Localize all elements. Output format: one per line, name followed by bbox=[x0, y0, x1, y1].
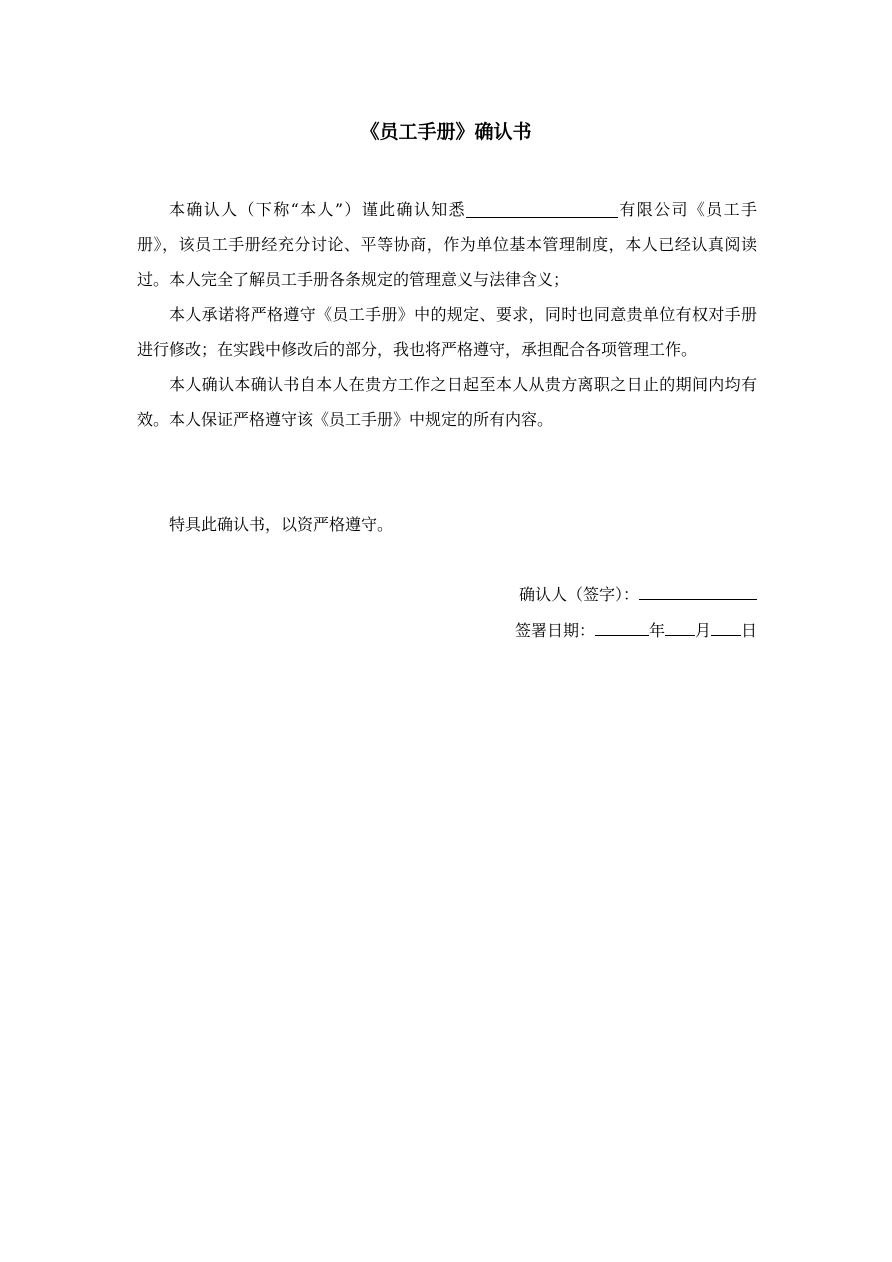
paragraph-acknowledgement-rest: 有限公司《员工手册》，该员工手册经充分讨论、平等协商，作为单位基本管理制度，本人已经认真阅读过。本人完全了解员工手册各条规定的管理意义与法律含义； bbox=[137, 200, 757, 289]
signer-row bbox=[519, 581, 757, 607]
closing-statement: 特具此确认书，以资严格遵守。 bbox=[169, 515, 394, 534]
year-blank[interactable] bbox=[595, 617, 649, 636]
company-name-blank[interactable] bbox=[466, 199, 618, 218]
day-blank[interactable] bbox=[711, 617, 741, 636]
paragraph-acknowledgement-lead: 本确认人（下称“本人”）谨此确认知悉 bbox=[169, 200, 467, 219]
signer-label: 确认人（签字）： bbox=[518, 585, 639, 604]
date-label: 签署日期： bbox=[514, 621, 595, 640]
month-label: 月 bbox=[694, 621, 711, 640]
day-label: 日 bbox=[740, 621, 757, 640]
month-blank[interactable] bbox=[665, 617, 695, 636]
document-title: 《员工手册》确认书 bbox=[360, 121, 532, 143]
paragraph-acknowledgement bbox=[137, 192, 757, 297]
signer-signature-blank[interactable] bbox=[639, 581, 757, 600]
date-row bbox=[515, 617, 757, 643]
paragraph-commitment: 本人承诺将严格遵守《员工手册》中的规定、要求，同时也同意贵单位有权对手册进行修改；在实践中修改后的部分，我也将严格遵守，承担配合各项管理工作。 bbox=[137, 305, 757, 359]
paragraph-validity: 本人确认本确认书自本人在贵方工作之日起至本人从贵方离职之日止的期间内均有效。本人保证严格遵守该《员工手册》中规定的所有内容。 bbox=[137, 375, 757, 429]
year-label: 年 bbox=[648, 621, 665, 640]
document-body bbox=[137, 192, 757, 437]
